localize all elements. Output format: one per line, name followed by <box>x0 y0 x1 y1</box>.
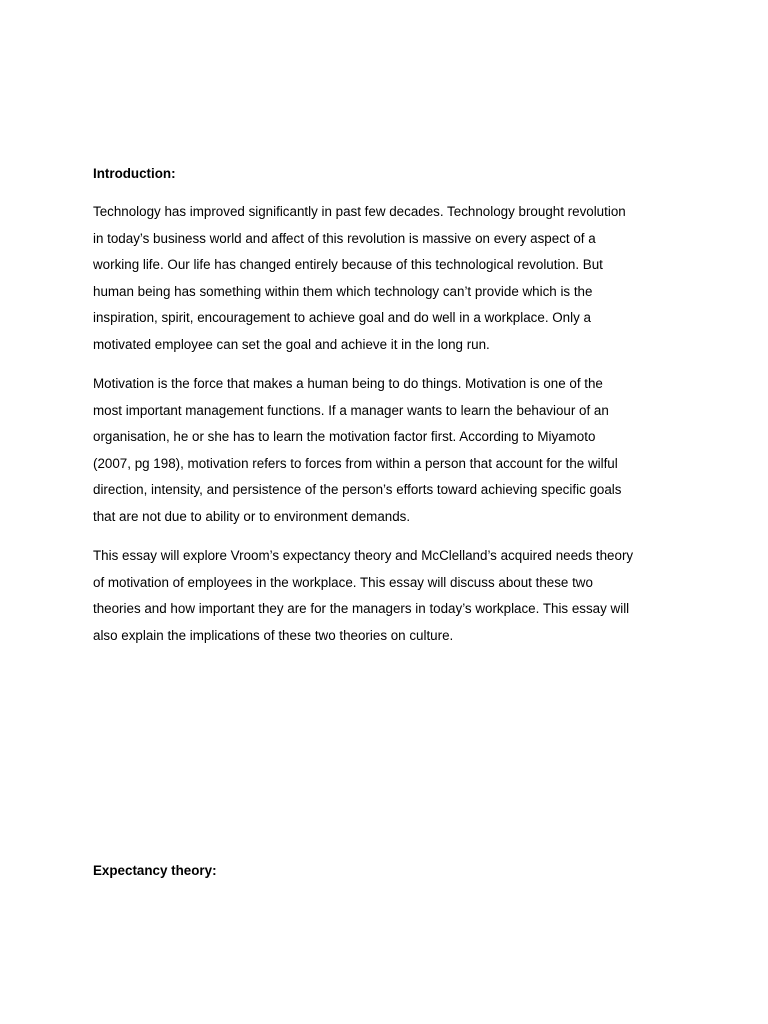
text-line: theories and how important they are for the managers in today’s workplace. This essay will <box>93 601 630 617</box>
section-heading-introduction: Introduction: <box>93 166 176 181</box>
text-line: Technology has improved significantly in past few decades. Technology brought revolution <box>93 204 626 219</box>
text-line: human being has something within them which technology can’t provide which is the <box>93 283 593 299</box>
text-line: also explain the implications of these two theories on culture. <box>93 627 454 643</box>
paragraph-motivation <box>93 371 683 531</box>
text-line: most important management functions. If a manager wants to learn the behaviour of an <box>93 402 609 418</box>
paragraph-essay-scope <box>93 543 683 649</box>
text-line: working life. Our life has changed entirely because of this technological revolution. But <box>93 257 603 273</box>
text-line: inspiration, spirit, encouragement to achieve goal and do well in a workplace. Only a <box>93 310 591 326</box>
text-line: that are not due to ability or to environment demands. <box>93 508 411 524</box>
text-line: motivated employee can set the goal and achieve it in the long run. <box>93 336 490 352</box>
text-line: This essay will explore Vroom’s expectancy theory and McClelland’s acquired needs theory <box>93 548 634 563</box>
text-line: organisation, he or she has to learn the motivation factor first. According to Miyamoto <box>93 429 596 445</box>
text-line: direction, intensity, and persistence of the person’s efforts toward achieving specific goals <box>93 482 622 498</box>
text-line: in today’s business world and affect of this revolution is massive on every aspect of a <box>93 230 596 246</box>
text-line: (2007, pg 198), motivation refers to forces from within a person that account for the wilful <box>93 455 618 471</box>
text-line: of motivation of employees in the workplace. This essay will discuss about these two <box>93 574 593 590</box>
section-heading-expectancy-theory: Expectancy theory: <box>93 863 217 878</box>
paragraph-technology <box>93 199 683 359</box>
text-line: Motivation is the force that makes a human being to do things. Motivation is one of the <box>93 376 603 391</box>
